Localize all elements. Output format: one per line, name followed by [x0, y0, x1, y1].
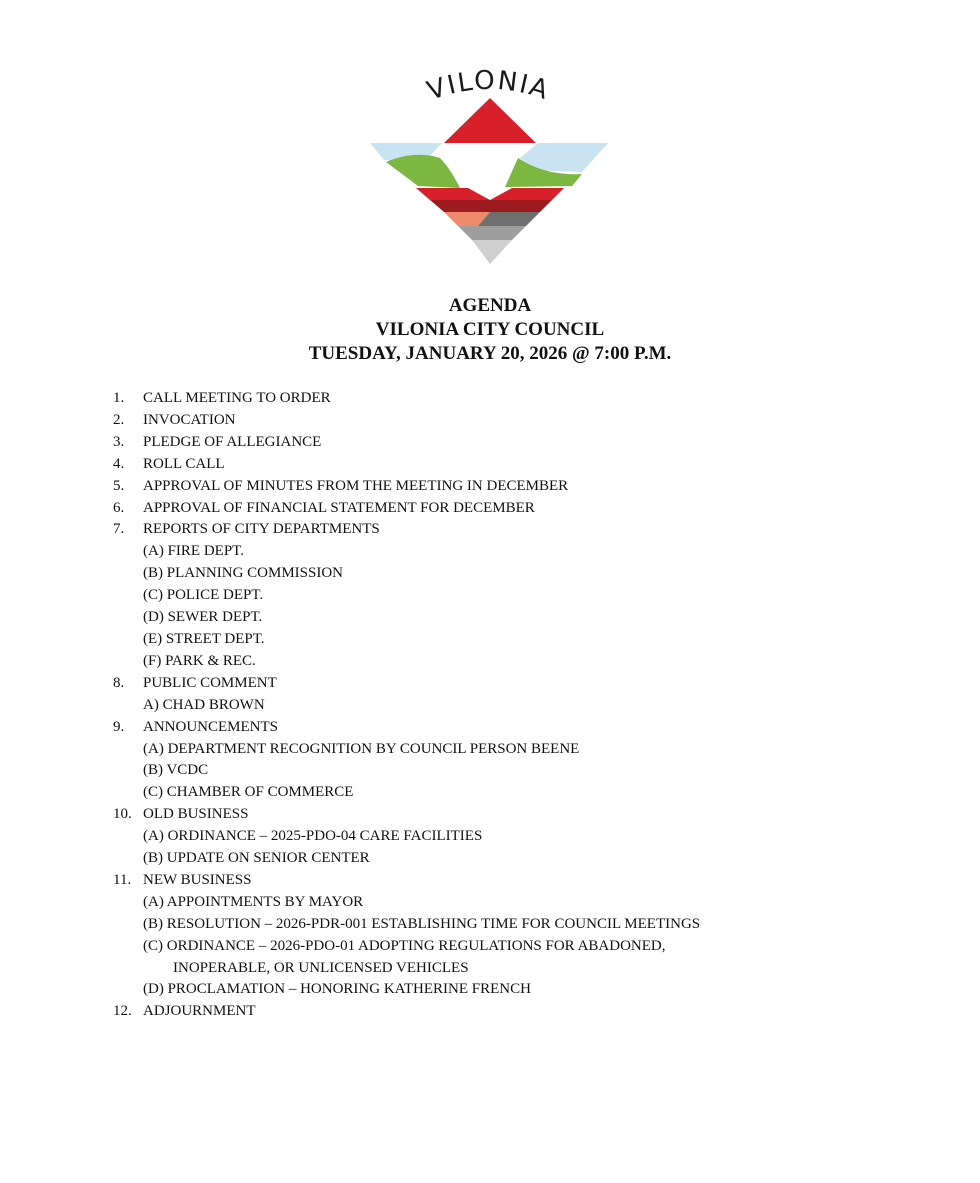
agenda-item — [113, 804, 700, 870]
agenda-item-number: 8. — [113, 674, 125, 691]
agenda-subitem: (E) STREET DEPT. — [143, 630, 265, 647]
agenda-item-text: ROLL CALL — [143, 455, 225, 472]
agenda-subitem: (B) PLANNING COMMISSION — [143, 565, 344, 582]
agenda-list — [113, 388, 700, 1023]
agenda-item-number: 2. — [113, 411, 125, 428]
agenda-subitem: (B) RESOLUTION – 2026-PDR-001 ESTABLISHING TIME FOR COUNCIL MEETINGS — [143, 915, 701, 932]
agenda-item-text: NEW BUSINESS — [143, 871, 252, 888]
meeting-date: TUESDAY, JANUARY 20, 2026 @ 7:00 P.M. — [308, 343, 672, 364]
agenda-subitem: INOPERABLE, OR UNLICENSED VEHICLES — [173, 959, 469, 976]
agenda-item — [113, 454, 700, 476]
agenda-subitems — [143, 892, 700, 1002]
agenda-item — [113, 410, 700, 432]
agenda-item — [113, 432, 700, 454]
agenda-subitem: (B) VCDC — [143, 762, 209, 779]
agenda-subitem: A) CHAD BROWN — [143, 696, 265, 713]
agenda-item-number: 7. — [113, 521, 125, 538]
agenda-item-text: PLEDGE OF ALLEGIANCE — [143, 433, 322, 450]
agenda-item-text: ADJOURNMENT — [143, 1003, 256, 1020]
agenda-item-number: 5. — [113, 477, 125, 494]
agenda-subitem: (C) POLICE DEPT. — [143, 587, 264, 604]
agenda-subitem: (D) SEWER DEPT. — [143, 609, 263, 626]
agenda-subitems — [143, 541, 700, 672]
agenda-item-number: 11. — [113, 871, 132, 888]
agenda-item — [113, 498, 700, 520]
agenda-subitems — [143, 826, 700, 870]
agenda-item-number: 9. — [113, 718, 125, 735]
agenda-item-number: 3. — [113, 433, 125, 450]
agenda-item-number: 6. — [113, 499, 125, 516]
logo-red-triangle — [444, 98, 536, 143]
agenda-item — [113, 519, 700, 672]
agenda-subitem: (C) CHAMBER OF COMMERCE — [143, 784, 354, 801]
logo-light-gray-tip — [472, 240, 512, 264]
logo-wordmark: VILONIA — [423, 65, 554, 107]
agenda-item-text: REPORTS OF CITY DEPARTMENTS — [143, 521, 380, 538]
agenda-item — [113, 673, 700, 717]
agenda-item-text: PUBLIC COMMENT — [143, 674, 277, 691]
agenda-item-number: 12. — [113, 1003, 132, 1020]
agenda-subitem: (D) PROCLAMATION – HONORING KATHERINE FRENCH — [143, 981, 531, 998]
logo-gray-band — [458, 226, 526, 240]
agenda-subitems — [143, 739, 700, 805]
logo-green-left — [386, 155, 460, 188]
agenda-item-text: INVOCATION — [143, 411, 236, 428]
agenda-item-number: 10. — [113, 806, 132, 823]
agenda-subitem: (A) DEPARTMENT RECOGNITION BY COUNCIL PERSON BEENE — [143, 740, 580, 757]
agenda-subitem: (C) ORDINANCE – 2026-PDO-01 ADOPTING REGULATIONS FOR ABADONED, — [143, 937, 666, 954]
agenda-subitem: (F) PARK & REC. — [143, 652, 256, 669]
agenda-subitem: (A) ORDINANCE – 2025-PDO-04 CARE FACILITIES — [143, 828, 483, 845]
agenda-subitem: (A) APPOINTMENTS BY MAYOR — [143, 893, 364, 910]
agenda-item-text: ANNOUNCEMENTS — [143, 718, 278, 735]
agenda-item-text: APPROVAL OF FINANCIAL STATEMENT FOR DECEMBER — [143, 499, 535, 516]
agenda-item — [113, 388, 700, 410]
agenda-item-number: 4. — [113, 455, 125, 472]
agenda-item-text: CALL MEETING TO ORDER — [143, 390, 331, 406]
agenda-subitem: (A) FIRE DEPT. — [143, 543, 244, 560]
agenda-item-text: OLD BUSINESS — [143, 806, 249, 823]
vilonia-logo — [360, 50, 620, 270]
agenda-item-text: APPROVAL OF MINUTES FROM THE MEETING IN DECEMBER — [143, 477, 569, 494]
agenda-item — [113, 717, 700, 805]
agenda-item — [113, 870, 700, 1001]
council-name: VILONIA CITY COUNCIL — [375, 319, 605, 340]
agenda-subitem: (B) UPDATE ON SENIOR CENTER — [143, 850, 370, 867]
logo-dark-red-band — [430, 200, 552, 212]
agenda-item-number: 1. — [113, 390, 125, 406]
agenda-subitems — [143, 695, 700, 717]
agenda-item — [113, 476, 700, 498]
agenda-item — [113, 1001, 700, 1023]
agenda-title: AGENDA — [448, 295, 532, 316]
